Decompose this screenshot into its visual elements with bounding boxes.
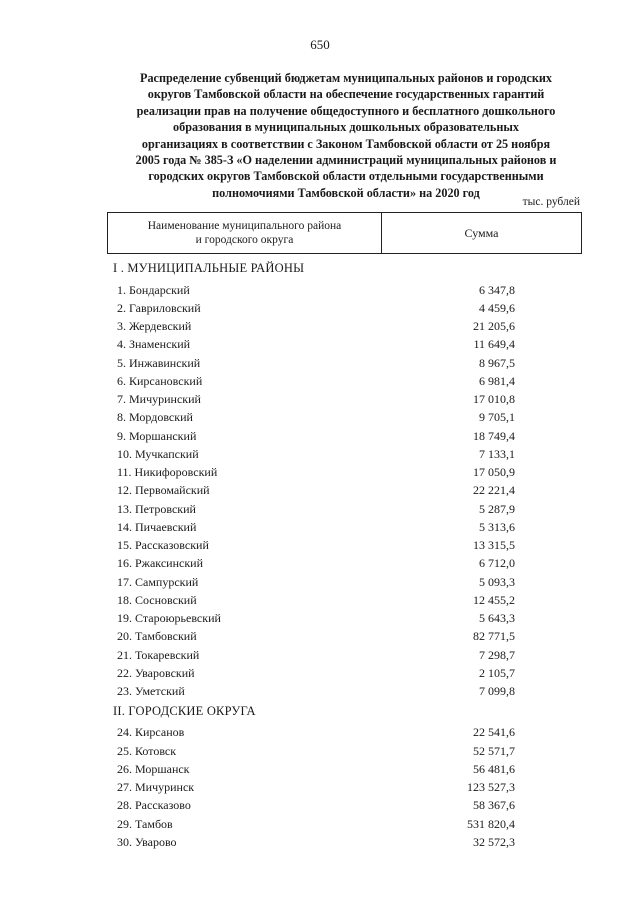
row-name: 4. Знаменский (117, 337, 191, 352)
table-row (107, 555, 582, 573)
row-value: 2 105,7 (479, 665, 515, 680)
table-row (107, 518, 582, 536)
row-name: 30. Уварово (117, 834, 177, 849)
row-value: 12 455,2 (473, 592, 515, 607)
table-row (107, 591, 582, 609)
row-value: 9 705,1 (479, 410, 515, 425)
table-row (107, 372, 582, 390)
table-row (107, 281, 582, 299)
row-name: 9. Моршанский (117, 428, 197, 443)
row-value: 5 643,3 (479, 611, 515, 626)
title-line: образования в муниципальных дошкольных образовательных (173, 120, 519, 135)
row-name: 19. Староюрьевский (117, 611, 221, 626)
table-row (107, 336, 582, 354)
row-name: 6. Кирсановский (117, 373, 203, 388)
row-name: 20. Тамбовский (117, 629, 197, 644)
table-row (107, 646, 582, 664)
title-line: реализации прав на получение общедоступного и бесплатного дошкольного (136, 103, 556, 118)
row-name: 21. Токаревский (117, 647, 200, 662)
row-value: 7 133,1 (479, 446, 515, 461)
title-line: округов Тамбовской области на обеспечение государственных гарантий (147, 87, 545, 102)
table-body (107, 258, 582, 852)
table-row (107, 445, 582, 463)
table-row (107, 409, 582, 427)
name-column-header-line: Наименование муниципального района (147, 220, 342, 232)
row-value: 11 649,4 (473, 337, 515, 352)
row-value: 58 367,6 (473, 798, 515, 813)
row-value: 6 712,0 (479, 556, 515, 571)
table-row (107, 318, 582, 336)
table-row (107, 833, 582, 851)
table-row (107, 427, 582, 445)
name-column-header (108, 213, 382, 253)
row-name: 16. Ржаксинский (117, 556, 203, 571)
table-header (107, 212, 582, 254)
row-name: 22. Уваровский (117, 665, 195, 680)
row-value: 7 099,8 (479, 684, 515, 699)
row-name: 1. Бондарский (117, 282, 190, 297)
table-row (107, 537, 582, 555)
row-name: 8. Мордовский (117, 410, 193, 425)
name-column-header-line: и городского округа (195, 234, 294, 246)
row-value: 13 315,5 (473, 538, 515, 553)
table-row (107, 464, 582, 482)
table-row (107, 573, 582, 591)
table-row (107, 628, 582, 646)
table-row (107, 683, 582, 701)
row-name: 18. Сосновский (117, 592, 197, 607)
row-name: 24. Кирсанов (117, 725, 185, 740)
title-line: полномочиями Тамбовской области» на 2020 год (212, 185, 480, 200)
row-name: 29. Тамбов (117, 816, 173, 831)
row-name: 11. Никифоровский (117, 465, 218, 480)
row-value: 18 749,4 (473, 428, 515, 443)
row-name: 5. Инжавинский (117, 355, 201, 370)
table-row (107, 354, 582, 372)
row-value: 82 771,5 (473, 629, 515, 644)
table-row (107, 482, 582, 500)
document-title (108, 70, 584, 201)
row-name: 12. Первомайский (117, 483, 210, 498)
row-value: 52 571,7 (473, 743, 515, 758)
table-row (107, 500, 582, 518)
row-value: 5 093,3 (479, 574, 515, 589)
section-heading: I . МУНИЦИПАЛЬНЫЕ РАЙОНЫ (113, 261, 305, 275)
row-value: 6 347,8 (479, 282, 515, 297)
row-value: 6 981,4 (479, 373, 515, 388)
row-value: 21 205,6 (473, 319, 515, 334)
row-name: 10. Мучкапский (117, 446, 199, 461)
table-row (107, 742, 582, 760)
row-name: 13. Петровский (117, 501, 196, 516)
table-row (107, 779, 582, 797)
table-row (107, 610, 582, 628)
row-name: 25. Котовск (117, 743, 177, 758)
row-name: 28. Рассказово (117, 798, 191, 813)
title-line: городских округов Тамбовской области отдельными государственными (148, 169, 544, 184)
table-row (107, 391, 582, 409)
row-value: 17 050,9 (473, 465, 515, 480)
table-row (107, 760, 582, 778)
row-value: 8 967,5 (479, 355, 515, 370)
row-value: 32 572,3 (473, 834, 515, 849)
row-name: 3. Жердевский (117, 319, 192, 334)
section-heading: II. ГОРОДСКИЕ ОКРУГА (113, 703, 256, 718)
row-name: 7. Мичуринский (117, 392, 201, 407)
page-number: 650 (310, 37, 330, 52)
row-value: 17 010,8 (473, 392, 515, 407)
row-value: 56 481,6 (473, 761, 515, 776)
row-name: 23. Уметский (117, 684, 185, 699)
row-name: 26. Моршанск (117, 761, 190, 776)
title-line: Распределение субвенций бюджетам муниципальных районов и городских (140, 71, 552, 85)
row-value: 4 459,6 (479, 300, 515, 315)
title-line: 2005 года № 385-З «О наделении администраций муниципальных районов и (135, 153, 557, 168)
row-name: 15. Рассказовский (117, 538, 209, 553)
row-name: 17. Сампурский (117, 574, 199, 589)
table-row (107, 815, 582, 833)
row-value: 531 820,4 (467, 816, 515, 831)
row-value: 5 313,6 (479, 519, 515, 534)
table-row (107, 724, 582, 742)
row-value: 123 527,3 (467, 780, 515, 795)
row-value: 22 221,4 (473, 483, 515, 498)
table-row (107, 664, 582, 682)
row-value: 22 541,6 (473, 725, 515, 740)
table-row (107, 797, 582, 815)
row-value: 7 298,7 (479, 647, 515, 662)
sum-column-header: Сумма (464, 225, 499, 240)
units-label: тыс. рублей (522, 196, 580, 208)
table-row (107, 299, 582, 317)
title-line: организациях в соответствии с Законом Тамбовской области от 25 ноября (141, 136, 551, 151)
row-value: 5 287,9 (479, 501, 515, 516)
row-name: 27. Мичуринск (117, 780, 195, 795)
row-name: 2. Гавриловский (117, 300, 201, 315)
row-name: 14. Пичаевский (117, 519, 197, 534)
